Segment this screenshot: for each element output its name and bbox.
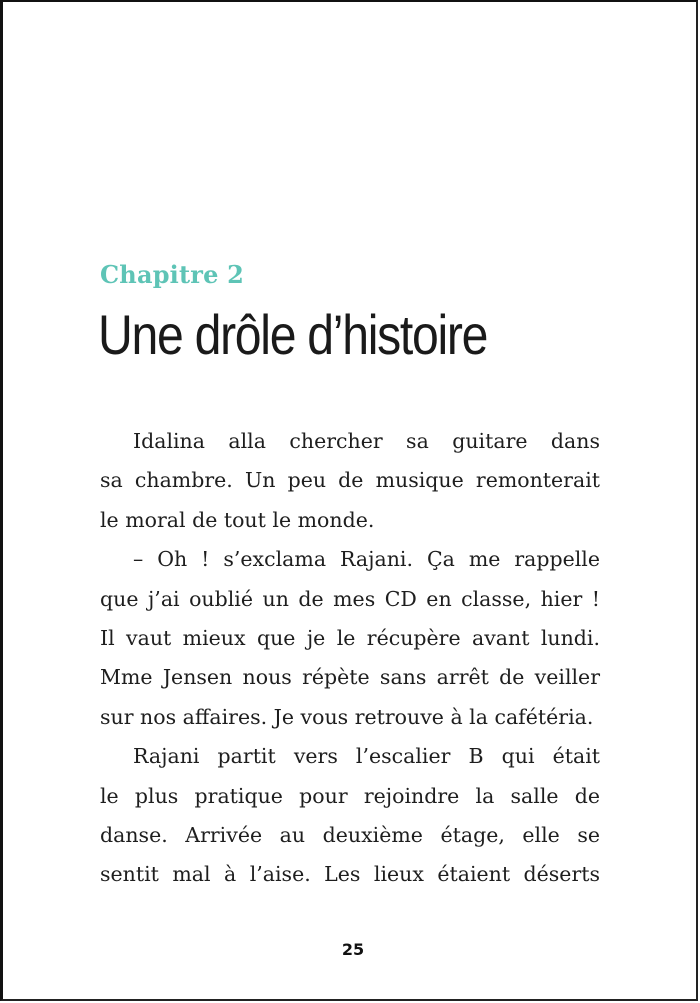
text-line: le plus pratique pour rejoindre la salle de (100, 783, 600, 808)
paragraph-1 (100, 422, 600, 540)
text-line: que j’ai oublié un de mes CD en classe, hier ! (100, 586, 600, 611)
page-number: 25 (341, 940, 365, 959)
text-line: sentit mal à l’aise. Les lieux étaient déserts (100, 862, 600, 887)
paragraph-3 (100, 737, 600, 895)
text-line: le moral de tout le monde. (100, 507, 375, 532)
chapter-label: Chapitre 2 (100, 260, 245, 289)
text-line: danse. Arrivée au deuxième étage, elle se (100, 822, 600, 847)
text-line: sa chambre. Un peu de musique remonterait (100, 468, 600, 493)
paragraph-2 (100, 540, 600, 737)
text-line: Mme Jensen nous répète sans arrêt de veiller (100, 665, 600, 690)
chapter-title: Une drôle d’histoire (98, 303, 488, 366)
text-line: Idalina alla chercher sa guitare dans (133, 429, 600, 453)
body-text (100, 422, 600, 895)
text-line: Rajani partit vers l’escalier B qui était (133, 744, 600, 769)
text-line: Il vaut mieux que je le récupère avant lundi. (100, 625, 600, 650)
text-line: sur nos affaires. Je vous retrouve à la cafétéria. (100, 704, 594, 729)
text-line: – Oh ! s’exclama Rajani. Ça me rappelle (133, 547, 600, 572)
